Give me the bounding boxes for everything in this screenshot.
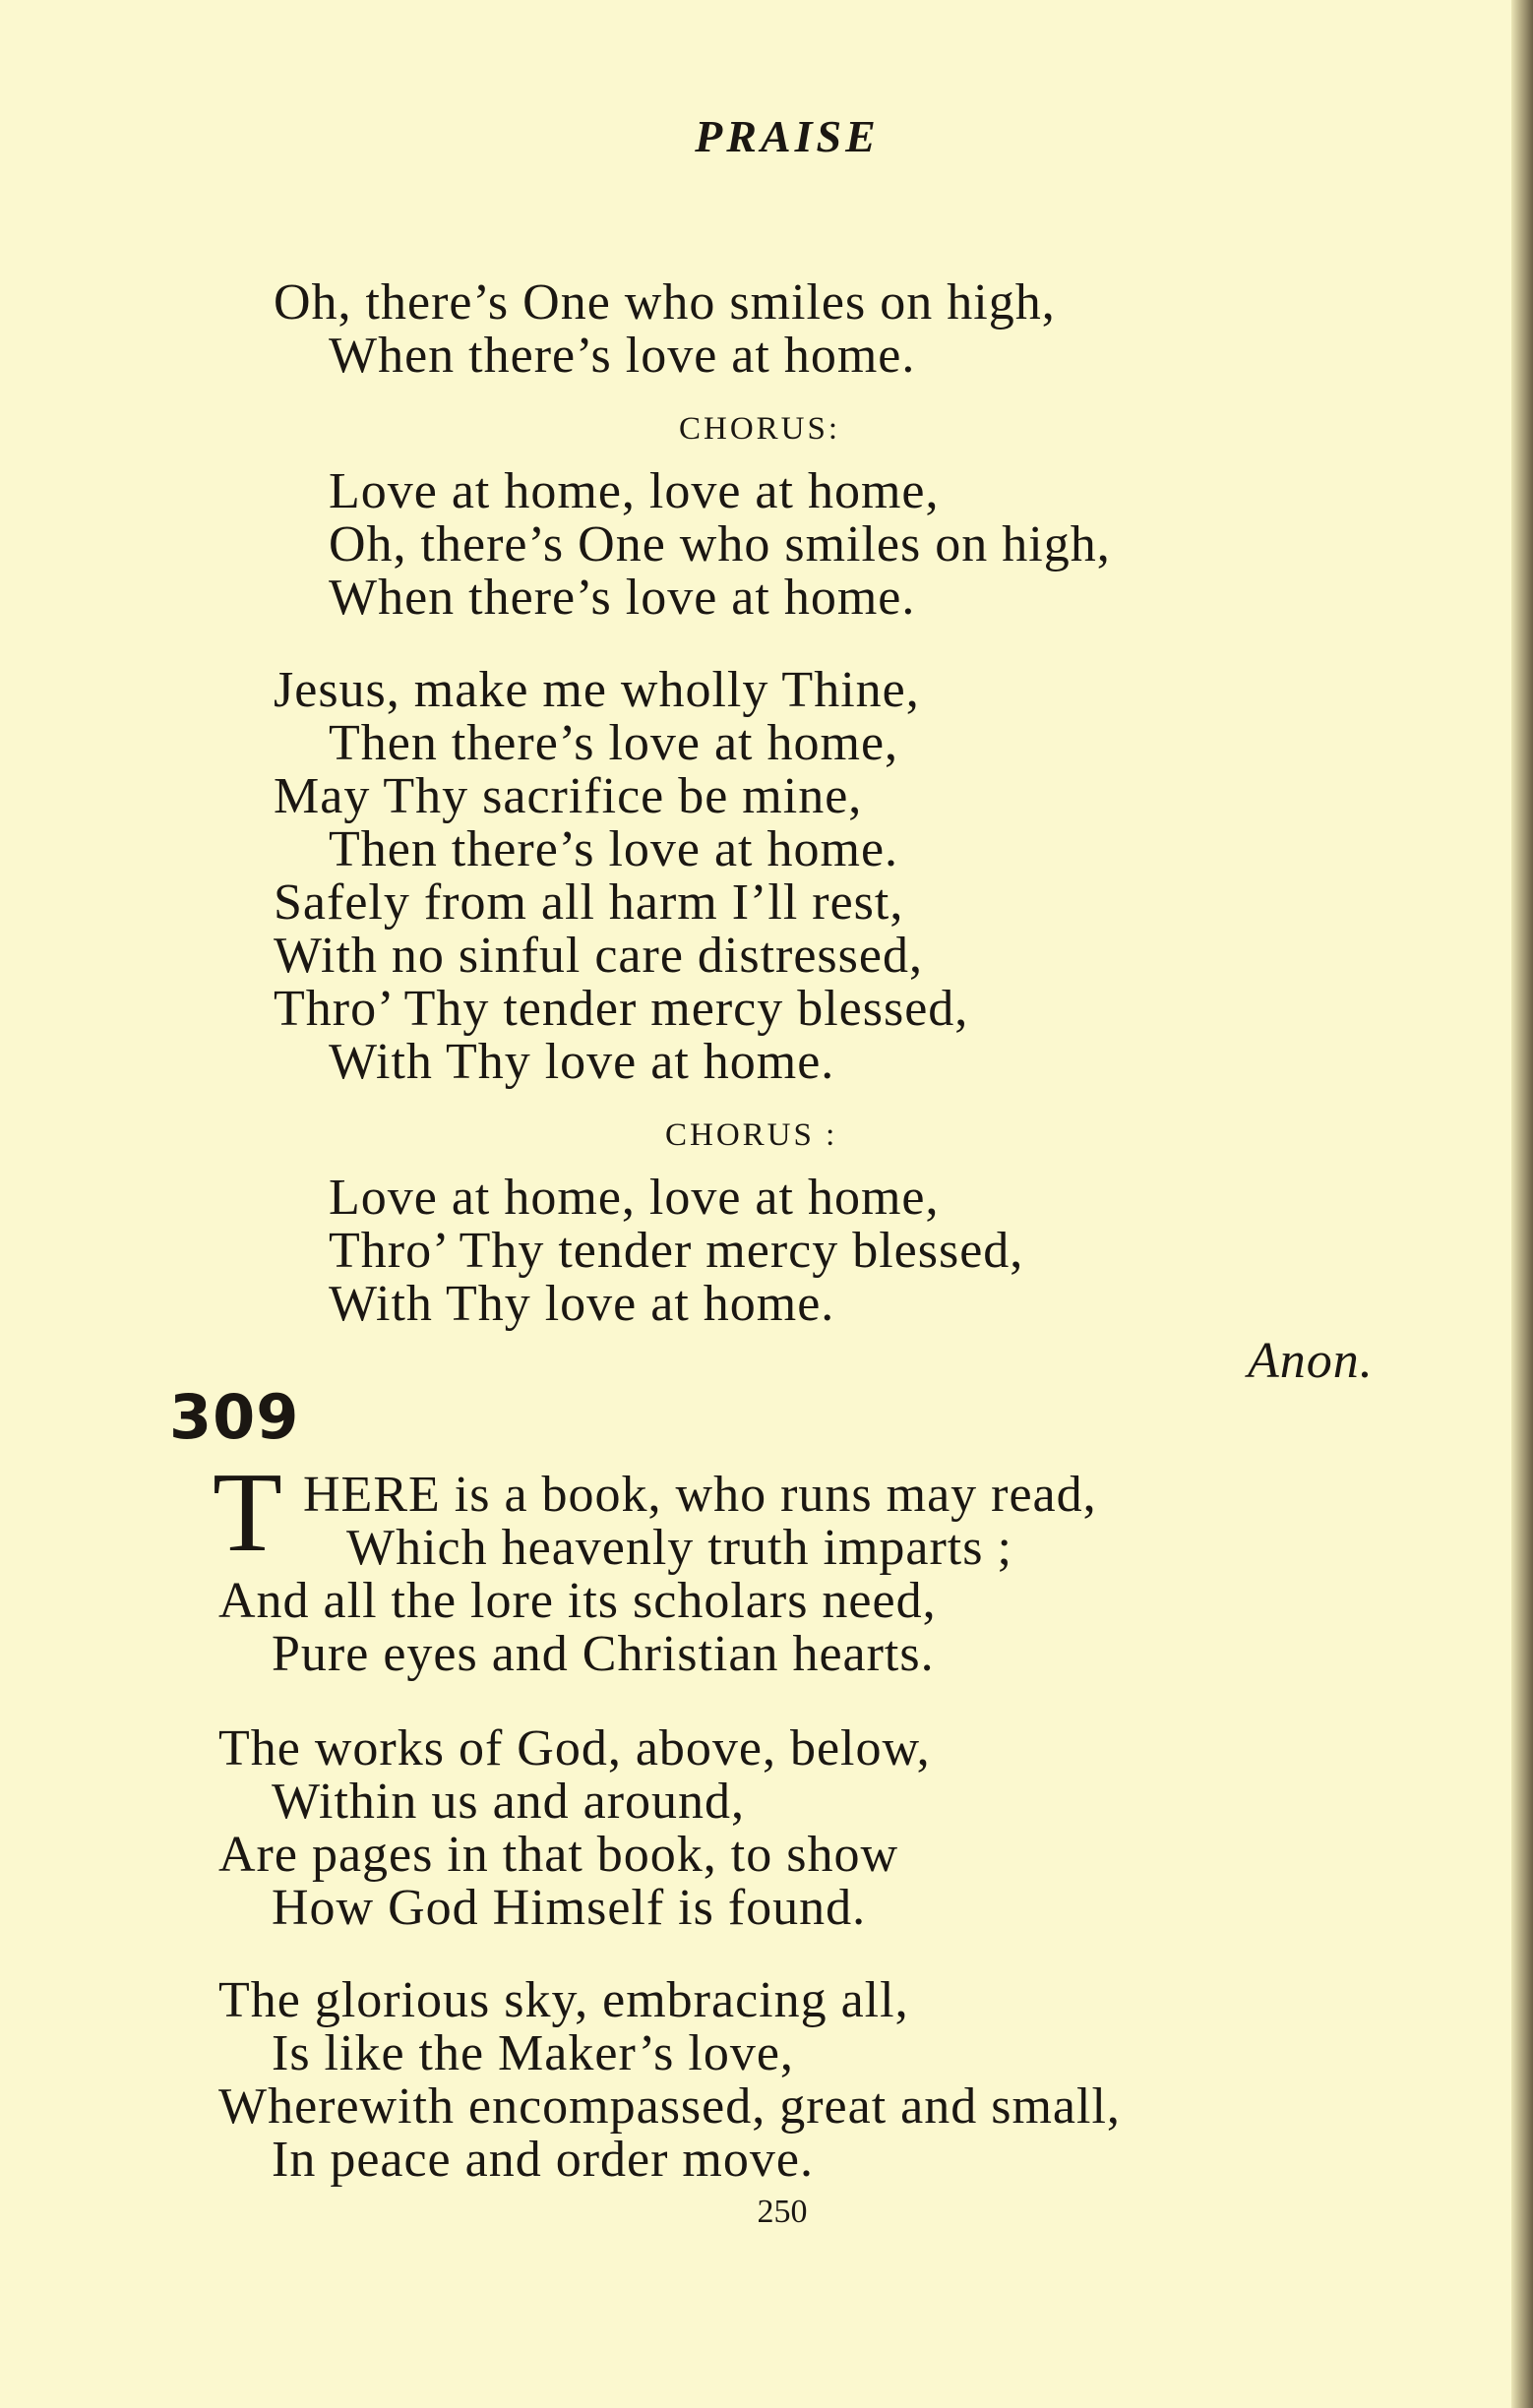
- verse-line: And all the lore its scholars need,: [218, 1573, 937, 1629]
- drop-cap: T: [213, 1450, 282, 1576]
- verse-line: Then there’s love at home.: [329, 821, 899, 877]
- chorus-line: When there’s love at home.: [329, 570, 916, 626]
- verse-line: The glorious sky, embracing all,: [218, 1972, 909, 2028]
- verse-line: Which heavenly truth imparts ;: [346, 1520, 1012, 1576]
- verse-line: In peace and order move.: [272, 2132, 814, 2188]
- hymn-number: 309: [169, 1381, 300, 1453]
- chorus-line: Love at home, love at home,: [329, 1170, 940, 1226]
- verse-line: Are pages in that book, to show: [218, 1827, 899, 1883]
- verse-line: Wherewith encompassed, great and small,: [218, 2078, 1121, 2135]
- verse-line: Thro’ Thy tender mercy blessed,: [274, 981, 969, 1037]
- verse-line: Within us and around,: [272, 1774, 746, 1830]
- chorus-label: CHORUS:: [679, 411, 841, 447]
- verse-line: With Thy love at home.: [329, 1034, 835, 1090]
- chorus-line: With Thy love at home.: [329, 1276, 835, 1332]
- chorus-line: Love at home, love at home,: [329, 463, 940, 519]
- verse-line: Safely from all harm I’ll rest,: [274, 874, 904, 931]
- chorus-line: Oh, there’s One who smiles on high,: [329, 516, 1111, 572]
- verse-line: How God Himself is found.: [272, 1880, 867, 1936]
- page-edge: [1511, 0, 1533, 2408]
- chorus-label: CHORUS :: [665, 1117, 838, 1153]
- verse-line: Then there’s love at home,: [329, 715, 899, 771]
- verse-line: Is like the Maker’s love,: [272, 2025, 794, 2081]
- verse-line: When there’s love at home.: [329, 328, 916, 384]
- chorus-line: Thro’ Thy tender mercy blessed,: [329, 1223, 1024, 1279]
- page-number: 250: [757, 2194, 808, 2230]
- verse-line: Jesus, make me wholly Thine,: [274, 662, 920, 718]
- running-head: PRAISE: [695, 111, 880, 161]
- verse-line: Oh, there’s One who smiles on high,: [274, 274, 1056, 331]
- verse-line: The works of God, above, below,: [218, 1720, 931, 1776]
- verse-line: With no sinful care distressed,: [274, 928, 923, 984]
- hymn-attribution: Anon.: [1248, 1333, 1374, 1389]
- verse-line: HERE is a book, who runs may read,: [303, 1467, 1097, 1523]
- verse-line: Pure eyes and Christian hearts.: [272, 1626, 935, 1682]
- verse-line: May Thy sacrifice be mine,: [274, 768, 863, 824]
